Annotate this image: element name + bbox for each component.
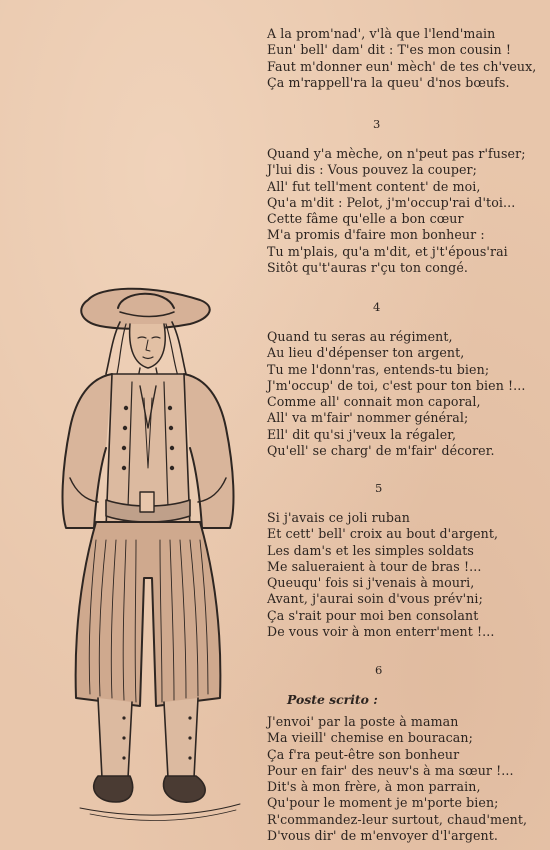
stanza-number: 3 (373, 117, 381, 131)
stanza-number: 6 (375, 663, 383, 677)
verse-line: Ça m'rappell'ra la queu' d'nos bœufs. (267, 74, 510, 90)
verse-line: Qu'a m'dit : Pelot, j'm'occup'rai d'toi... (267, 194, 516, 210)
verse-line: Comme all' connait mon caporal, (267, 394, 481, 410)
verse-line: Les dam's et les simples soldats (267, 542, 474, 558)
verse-line: Quand y'a mèche, on n'peut pas r'fuser; (267, 146, 526, 161)
peasant-illustration (40, 278, 245, 833)
verse-line: Faut m'donner eun' mèch' de tes ch'veux, (267, 58, 537, 74)
stanza-3 (267, 146, 526, 276)
verse-line: M'a promis d'faire mon bonheur : (267, 227, 485, 243)
verse-line: Sitôt qu't'auras r'çu ton congé. (267, 260, 469, 276)
verse-line: J'envoi' par la poste à maman (267, 714, 459, 729)
verse-line: Eun' bell' dam' dit : T'es mon cousin ! (267, 42, 512, 58)
verse-line: Et cett' bell' croix au bout d'argent, (267, 526, 499, 542)
verse-line: Me salueraient à tour de bras !... (267, 558, 482, 574)
verse-line: Ça f'ra peut-être son bonheur (267, 746, 460, 762)
verse-line: Cette fâme qu'elle a bon cœur (267, 211, 464, 227)
verse-line: Au lieu d'dépenser ton argent, (267, 345, 465, 361)
stanza-5 (267, 510, 498, 640)
verse-line: Ell' dit qu'si j'veux la régaler, (267, 426, 457, 442)
stanza-2 (267, 26, 536, 91)
verse-line: Queuqu' fois si j'venais à mouri, (267, 575, 475, 591)
verse-line: All' fut tell'ment content' de moi, (267, 178, 481, 194)
stanza-number: 4 (373, 300, 381, 314)
postscript-heading: Poste scrito : (287, 692, 378, 707)
verse-line: De vous voir à mon enterr'ment !... (267, 624, 495, 640)
verse-line: Dit's à mon frère, à mon parrain, (267, 779, 481, 795)
verse-line: R'commandez-leur surtout, chaud'ment, (267, 811, 528, 827)
verse-line: Tu me l'donn'ras, entends-tu bien; (267, 361, 490, 377)
stanza-6 (267, 714, 527, 844)
verse-line: Tu m'plais, qu'a m'dit, et j't'épous'rai (267, 243, 508, 259)
verse-line: Avant, j'aurai soin d'vous prév'ni; (267, 591, 483, 607)
verse-line: Si j'avais ce joli ruban (267, 510, 410, 525)
verse-line: J'm'occup' de toi, c'est pour ton bien !... (267, 377, 526, 393)
stanza-4 (267, 329, 526, 459)
verse-line: Quand tu seras au régiment, (267, 329, 453, 344)
verse-line: Ma vieill' chemise en bouracan; (267, 730, 473, 746)
verse-line: Ça s'rait pour moi ben consolant (267, 607, 479, 623)
verse-line: All' va m'fair' nommer général; (267, 410, 469, 426)
verse-line: Qu'pour le moment je m'porte bien; (267, 795, 499, 811)
verse-line: Pour en fair' des neuv's à ma sœur !... (267, 762, 514, 778)
verse-line: J'lui dis : Vous pouvez la couper; (267, 162, 478, 178)
verse-line: A la prom'nad', v'là que l'lend'main (267, 26, 496, 41)
verse-line: D'vous dir' de m'envoyer d'l'argent. (267, 828, 499, 844)
stanza-number: 5 (375, 481, 383, 495)
verse-line: Qu'ell' se charg' de m'fair' décorer. (267, 443, 495, 459)
